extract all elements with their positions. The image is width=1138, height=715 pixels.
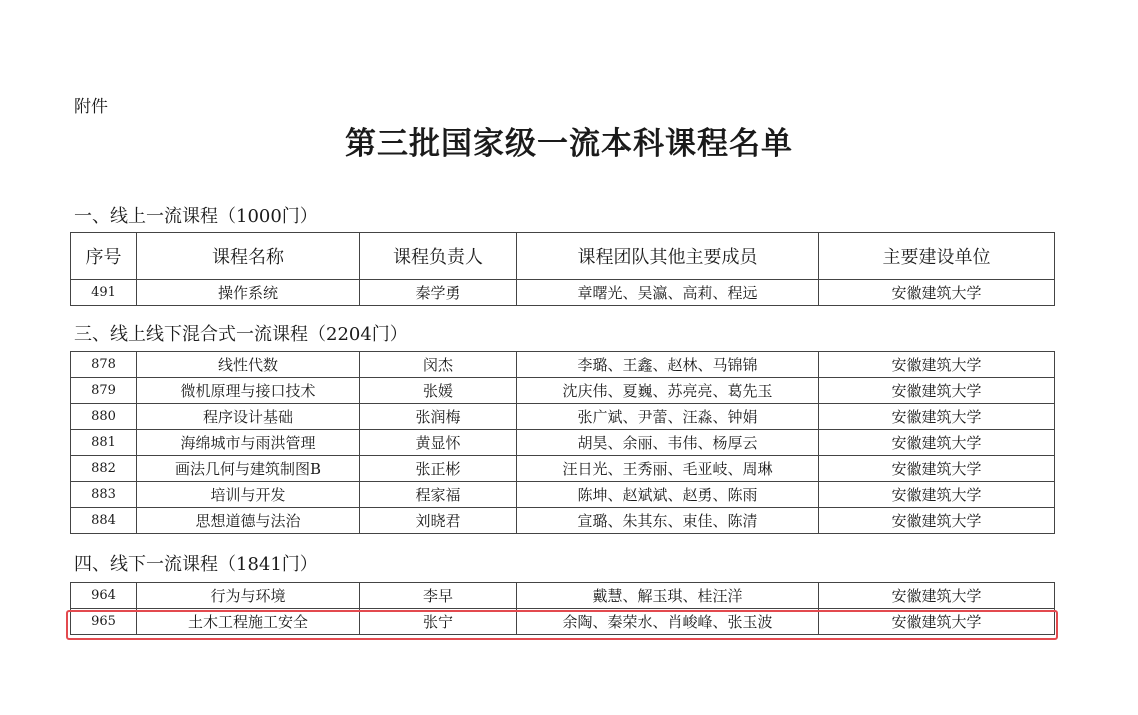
cell-index: 879 [71, 378, 137, 404]
header-index: 序号 [71, 233, 137, 280]
cell-course-lead: 张正彬 [360, 456, 517, 482]
cell-course-name: 线性代数 [137, 352, 360, 378]
cell-course-lead: 张宁 [360, 609, 517, 635]
table-row [71, 378, 1055, 404]
cell-index: 878 [71, 352, 137, 378]
cell-team-members: 张广斌、尹蕾、汪淼、钟娟 [517, 404, 819, 430]
cell-course-lead: 程家福 [360, 482, 517, 508]
header-team-members: 课程团队其他主要成员 [517, 233, 819, 280]
cell-institution: 安徽建筑大学 [819, 583, 1055, 609]
cell-course-name: 培训与开发 [137, 482, 360, 508]
table-row [71, 508, 1055, 534]
cell-index: 881 [71, 430, 137, 456]
table-row [71, 280, 1055, 306]
cell-course-lead: 张媛 [360, 378, 517, 404]
cell-index: 965 [71, 609, 137, 635]
cell-team-members: 余陶、秦荣水、肖峻峰、张玉波 [517, 609, 819, 635]
header-course-lead: 课程负责人 [360, 233, 517, 280]
cell-course-lead: 张润梅 [360, 404, 517, 430]
cell-team-members: 沈庆伟、夏巍、苏亮亮、葛先玉 [517, 378, 819, 404]
cell-institution: 安徽建筑大学 [819, 609, 1055, 635]
cell-institution: 安徽建筑大学 [819, 456, 1055, 482]
table-hybrid [70, 351, 1055, 534]
cell-course-name: 海绵城市与雨洪管理 [137, 430, 360, 456]
cell-team-members: 陈坤、赵斌斌、赵勇、陈雨 [517, 482, 819, 508]
cell-index: 882 [71, 456, 137, 482]
cell-course-name: 思想道德与法治 [137, 508, 360, 534]
header-course-name: 课程名称 [137, 233, 360, 280]
table-header-row [71, 233, 1055, 280]
cell-index: 491 [71, 280, 137, 306]
table-row [71, 404, 1055, 430]
table-row [71, 430, 1055, 456]
header-institution: 主要建设单位 [819, 233, 1055, 280]
cell-institution: 安徽建筑大学 [819, 378, 1055, 404]
cell-course-lead: 黄显怀 [360, 430, 517, 456]
cell-team-members: 汪日光、王秀丽、毛亚岐、周琳 [517, 456, 819, 482]
cell-course-name: 行为与环境 [137, 583, 360, 609]
cell-course-lead: 闵杰 [360, 352, 517, 378]
cell-team-members: 章曙光、吴瀛、高莉、程远 [517, 280, 819, 306]
cell-index: 964 [71, 583, 137, 609]
cell-index: 884 [71, 508, 137, 534]
cell-course-name: 画法几何与建筑制图B [137, 456, 360, 482]
cell-institution: 安徽建筑大学 [819, 352, 1055, 378]
cell-institution: 安徽建筑大学 [819, 482, 1055, 508]
cell-team-members: 宣璐、朱其东、束佳、陈清 [517, 508, 819, 534]
section-heading-hybrid: 三、线上线下混合式一流课程（2204门） [74, 324, 408, 345]
attachment-label: 附件 [74, 97, 108, 117]
cell-course-lead: 李早 [360, 583, 517, 609]
table-row [71, 482, 1055, 508]
cell-index: 883 [71, 482, 137, 508]
table-online [70, 232, 1055, 306]
cell-index: 880 [71, 404, 137, 430]
section-heading-online: 一、线上一流课程（1000门） [74, 206, 318, 227]
cell-team-members: 胡昊、余丽、韦伟、杨厚云 [517, 430, 819, 456]
cell-course-name: 土木工程施工安全 [137, 609, 360, 635]
table-row [71, 456, 1055, 482]
cell-team-members: 李璐、王鑫、赵林、马锦锦 [517, 352, 819, 378]
table-row [71, 583, 1055, 609]
cell-institution: 安徽建筑大学 [819, 280, 1055, 306]
cell-course-name: 操作系统 [137, 280, 360, 306]
cell-institution: 安徽建筑大学 [819, 508, 1055, 534]
table-row [71, 352, 1055, 378]
cell-team-members: 戴慧、解玉琪、桂汪洋 [517, 583, 819, 609]
cell-institution: 安徽建筑大学 [819, 430, 1055, 456]
cell-course-name: 程序设计基础 [137, 404, 360, 430]
cell-course-lead: 刘晓君 [360, 508, 517, 534]
highlight-box [66, 610, 1058, 640]
page-title: 第三批国家级一流本科课程名单 [345, 126, 793, 162]
cell-institution: 安徽建筑大学 [819, 404, 1055, 430]
section-heading-offline: 四、线下一流课程（1841门） [74, 554, 318, 575]
cell-course-name: 微机原理与接口技术 [137, 378, 360, 404]
cell-course-lead: 秦学勇 [360, 280, 517, 306]
